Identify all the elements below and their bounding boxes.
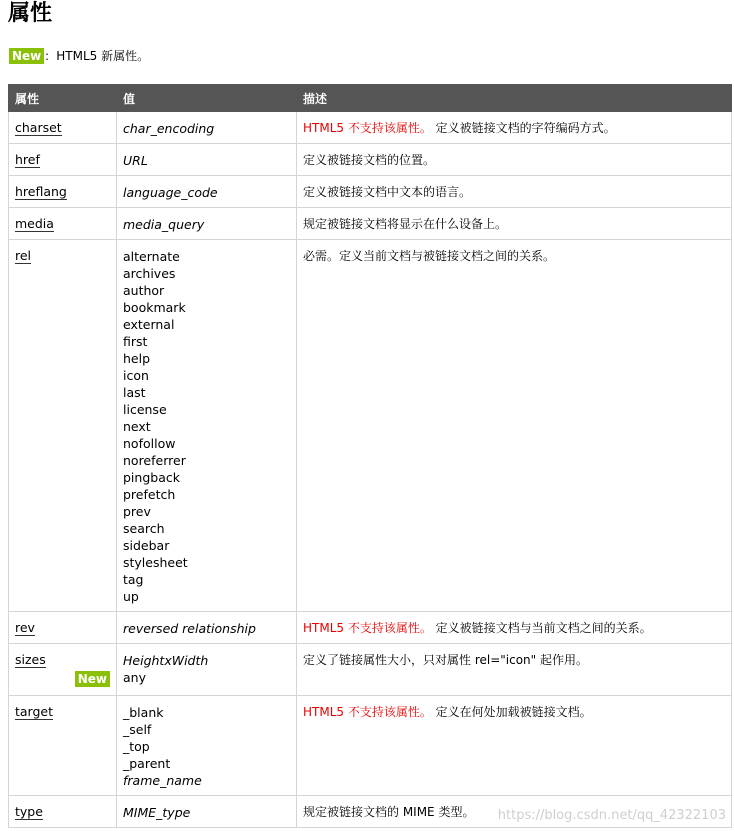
value-item: author [123, 283, 165, 298]
value-item: MIME_type [123, 805, 191, 820]
attr-link[interactable]: href [15, 152, 40, 167]
attr-cell [9, 112, 117, 144]
table-row [9, 176, 732, 208]
attr-cell [9, 644, 117, 696]
attribute-table [8, 84, 732, 828]
attr-cell [9, 696, 117, 796]
value-item: URL [123, 153, 148, 168]
attr-link[interactable]: type [15, 804, 43, 819]
description-cell [297, 176, 732, 208]
description-text: 定义了链接属性大小，只对属性 rel="icon" 起作用。 [303, 653, 588, 667]
value-item: next [123, 419, 151, 434]
unsupported-note: HTML5 不支持该属性。 [303, 121, 432, 135]
description-text: 必需。定义当前文档与被链接文档之间的关系。 [303, 249, 556, 263]
description-text: 定义被链接文档与当前文档之间的关系。 [431, 621, 652, 635]
description-cell [297, 644, 732, 696]
watermark: https://blog.csdn.net/qq_42322103 [497, 808, 726, 823]
value-item: stylesheet [123, 555, 188, 570]
new-badge: New [75, 671, 110, 687]
description-cell [297, 144, 732, 176]
attr-link[interactable]: media [15, 216, 54, 231]
description-cell [297, 612, 732, 644]
description-cell [297, 112, 732, 144]
value-item: first [123, 334, 148, 349]
value-item: help [123, 351, 151, 366]
attr-cell [9, 176, 117, 208]
value-item: tag [123, 572, 144, 587]
attr-cell [9, 796, 117, 828]
description-text: 规定被链接文档的 MIME 类型。 [303, 805, 475, 819]
value-item: external [123, 317, 175, 332]
attr-cell [9, 612, 117, 644]
description-text: 定义被链接文档的字符编码方式。 [431, 121, 616, 135]
value-item: nofollow [123, 436, 176, 451]
value-item: search [123, 521, 165, 536]
header-description: 描述 [297, 85, 732, 112]
attr-link[interactable]: sizes [15, 652, 46, 667]
value-item: prev [123, 504, 151, 519]
value-item: _blank [123, 705, 164, 720]
value-item: frame_name [123, 773, 202, 788]
value-item: up [123, 589, 139, 604]
value-item: noreferrer [123, 453, 186, 468]
value-cell [117, 612, 297, 644]
description-cell [297, 208, 732, 240]
new-note-text: ：HTML5 新属性。 [44, 49, 150, 63]
value-item: reversed relationship [123, 621, 256, 636]
value-item: sidebar [123, 538, 170, 553]
value-item: char_encoding [123, 121, 215, 136]
value-item: pingback [123, 470, 180, 485]
page-title: 属性 [8, 1, 53, 26]
value-item: license [123, 402, 167, 417]
description-text: 定义在何处加载被链接文档。 [431, 705, 592, 719]
value-cell [117, 176, 297, 208]
header-attr: 属性 [9, 85, 117, 112]
value-cell [117, 796, 297, 828]
attr-link[interactable]: rev [15, 620, 35, 635]
unsupported-note: HTML5 不支持该属性。 [303, 621, 432, 635]
value-item: icon [123, 368, 149, 383]
description-cell [297, 240, 732, 612]
table-row [9, 644, 732, 696]
attr-cell [9, 144, 117, 176]
new-badge: New [9, 48, 44, 64]
value-item: any [123, 670, 146, 685]
value-item: _self [123, 722, 152, 737]
value-item: alternate [123, 249, 180, 264]
unsupported-note: HTML5 不支持该属性。 [303, 705, 432, 719]
value-cell [117, 144, 297, 176]
value-item: archives [123, 266, 176, 281]
table-row [9, 612, 732, 644]
table-row [9, 696, 732, 796]
attr-cell [9, 208, 117, 240]
new-note [9, 47, 149, 65]
value-item: last [123, 385, 146, 400]
attr-link[interactable]: target [15, 704, 54, 719]
value-item: media_query [123, 217, 205, 232]
attr-link[interactable]: charset [15, 120, 62, 135]
description-text: 规定被链接文档将显示在什么设备上。 [303, 217, 508, 231]
table-row [9, 240, 732, 612]
value-item: bookmark [123, 300, 186, 315]
description-text: 定义被链接文档中文本的语言。 [303, 185, 472, 199]
value-cell [117, 644, 297, 696]
header-value: 值 [117, 85, 297, 112]
attr-link[interactable]: rel [15, 248, 32, 263]
value-cell [117, 696, 297, 796]
value-cell [117, 240, 297, 612]
value-item: language_code [123, 185, 218, 200]
attr-link[interactable]: hreflang [15, 184, 67, 199]
value-item: _parent [123, 756, 171, 771]
table-row [9, 112, 732, 144]
value-item: HeightxWidth [123, 653, 209, 668]
table-header-row [9, 85, 732, 112]
attr-cell [9, 240, 117, 612]
description-cell [297, 696, 732, 796]
description-text: 定义被链接文档的位置。 [303, 153, 436, 167]
value-item: _top [123, 739, 150, 754]
value-cell [117, 208, 297, 240]
value-item: prefetch [123, 487, 176, 502]
table-row [9, 208, 732, 240]
table-row [9, 144, 732, 176]
value-cell [117, 112, 297, 144]
